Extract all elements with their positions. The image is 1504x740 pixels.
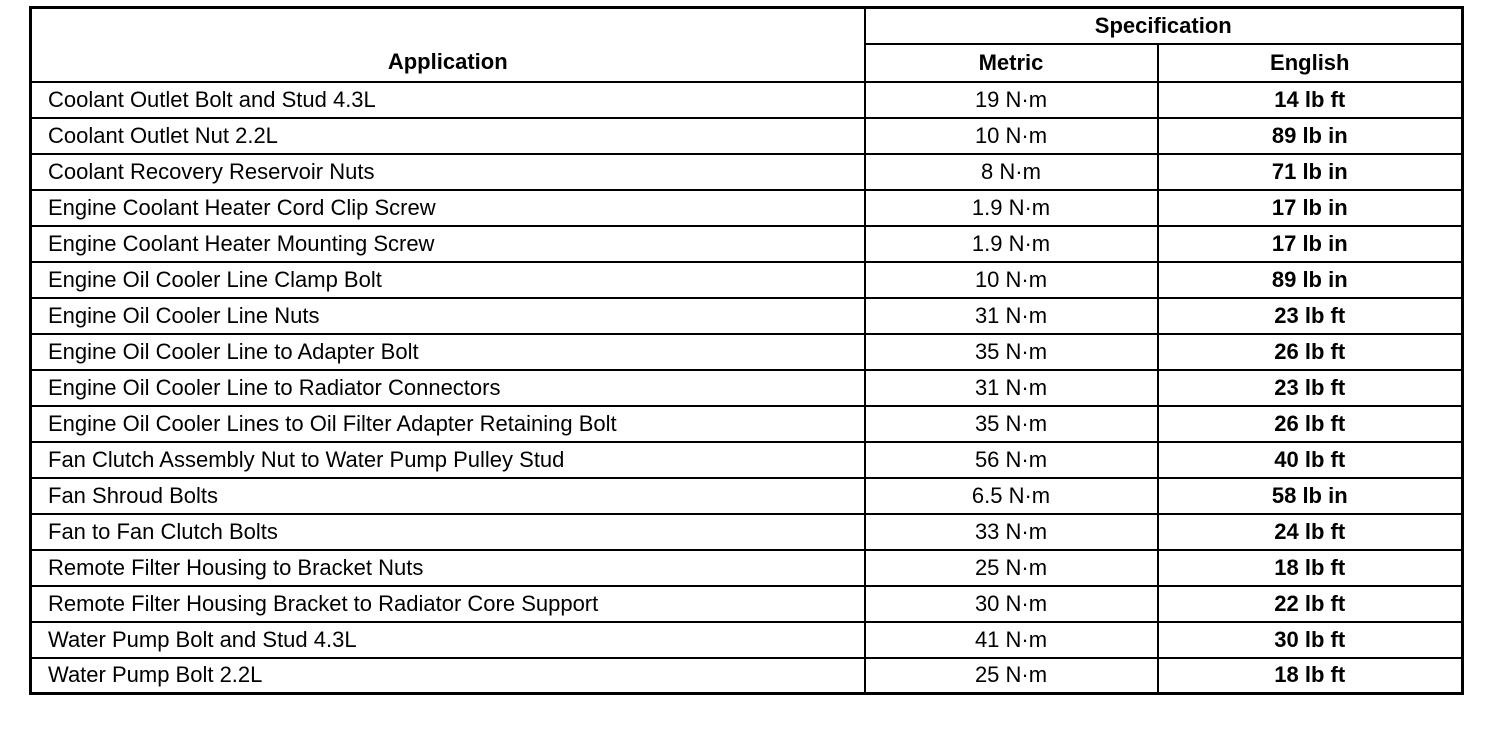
metric-cell: 6.5 N·m (865, 478, 1158, 514)
english-cell: 40 lb ft (1158, 442, 1463, 478)
table-row (31, 586, 1463, 622)
metric-cell: 25 N·m (865, 658, 1158, 694)
table-row (31, 514, 1463, 550)
application-cell: Engine Coolant Heater Mounting Screw (31, 226, 865, 262)
application-cell: Fan Shroud Bolts (31, 478, 865, 514)
application-cell: Engine Oil Cooler Lines to Oil Filter Adapter Retaining Bolt (31, 406, 865, 442)
application-cell: Coolant Outlet Nut 2.2L (31, 118, 865, 154)
english-cell: 58 lb in (1158, 478, 1463, 514)
english-cell: 22 lb ft (1158, 586, 1463, 622)
header-application: Application (31, 8, 865, 82)
english-cell: 89 lb in (1158, 118, 1463, 154)
application-cell: Water Pump Bolt and Stud 4.3L (31, 622, 865, 658)
application-cell: Fan to Fan Clutch Bolts (31, 514, 865, 550)
table-row (31, 550, 1463, 586)
metric-cell: 19 N·m (865, 82, 1158, 118)
english-cell: 17 lb in (1158, 226, 1463, 262)
metric-cell: 41 N·m (865, 622, 1158, 658)
table-body (31, 82, 1463, 694)
table-row (31, 442, 1463, 478)
english-cell: 18 lb ft (1158, 658, 1463, 694)
english-cell: 89 lb in (1158, 262, 1463, 298)
application-cell: Engine Oil Cooler Line Clamp Bolt (31, 262, 865, 298)
table-row (31, 190, 1463, 226)
metric-cell: 1.9 N·m (865, 226, 1158, 262)
table-header (31, 8, 1463, 82)
metric-cell: 25 N·m (865, 550, 1158, 586)
table-row (31, 262, 1463, 298)
english-cell: 24 lb ft (1158, 514, 1463, 550)
table-row (31, 658, 1463, 694)
application-cell: Remote Filter Housing Bracket to Radiator Core Support (31, 586, 865, 622)
application-cell: Water Pump Bolt 2.2L (31, 658, 865, 694)
english-cell: 30 lb ft (1158, 622, 1463, 658)
table-row (31, 298, 1463, 334)
metric-cell: 35 N·m (865, 406, 1158, 442)
metric-cell: 31 N·m (865, 370, 1158, 406)
metric-cell: 56 N·m (865, 442, 1158, 478)
english-cell: 26 lb ft (1158, 334, 1463, 370)
application-cell: Coolant Outlet Bolt and Stud 4.3L (31, 82, 865, 118)
table-row (31, 370, 1463, 406)
metric-cell: 1.9 N·m (865, 190, 1158, 226)
table-row (31, 226, 1463, 262)
fastener-specification-table (29, 6, 1464, 695)
metric-cell: 8 N·m (865, 154, 1158, 190)
header-metric: Metric (865, 44, 1158, 82)
metric-cell: 10 N·m (865, 262, 1158, 298)
header-specification: Specification (865, 8, 1463, 44)
table-row (31, 334, 1463, 370)
application-cell: Engine Oil Cooler Line Nuts (31, 298, 865, 334)
application-cell: Engine Coolant Heater Cord Clip Screw (31, 190, 865, 226)
header-row-top (31, 8, 1463, 44)
english-cell: 17 lb in (1158, 190, 1463, 226)
table-row (31, 154, 1463, 190)
english-cell: 26 lb ft (1158, 406, 1463, 442)
metric-cell: 31 N·m (865, 298, 1158, 334)
english-cell: 23 lb ft (1158, 298, 1463, 334)
application-cell: Engine Oil Cooler Line to Radiator Connectors (31, 370, 865, 406)
english-cell: 14 lb ft (1158, 82, 1463, 118)
english-cell: 18 lb ft (1158, 550, 1463, 586)
application-cell: Coolant Recovery Reservoir Nuts (31, 154, 865, 190)
table-row (31, 406, 1463, 442)
application-cell: Fan Clutch Assembly Nut to Water Pump Pulley Stud (31, 442, 865, 478)
table-row (31, 82, 1463, 118)
english-cell: 71 lb in (1158, 154, 1463, 190)
application-cell: Remote Filter Housing to Bracket Nuts (31, 550, 865, 586)
metric-cell: 30 N·m (865, 586, 1158, 622)
table-row (31, 118, 1463, 154)
english-cell: 23 lb ft (1158, 370, 1463, 406)
metric-cell: 35 N·m (865, 334, 1158, 370)
header-english: English (1158, 44, 1463, 82)
application-cell: Engine Oil Cooler Line to Adapter Bolt (31, 334, 865, 370)
metric-cell: 33 N·m (865, 514, 1158, 550)
table-row (31, 622, 1463, 658)
table-row (31, 478, 1463, 514)
metric-cell: 10 N·m (865, 118, 1158, 154)
